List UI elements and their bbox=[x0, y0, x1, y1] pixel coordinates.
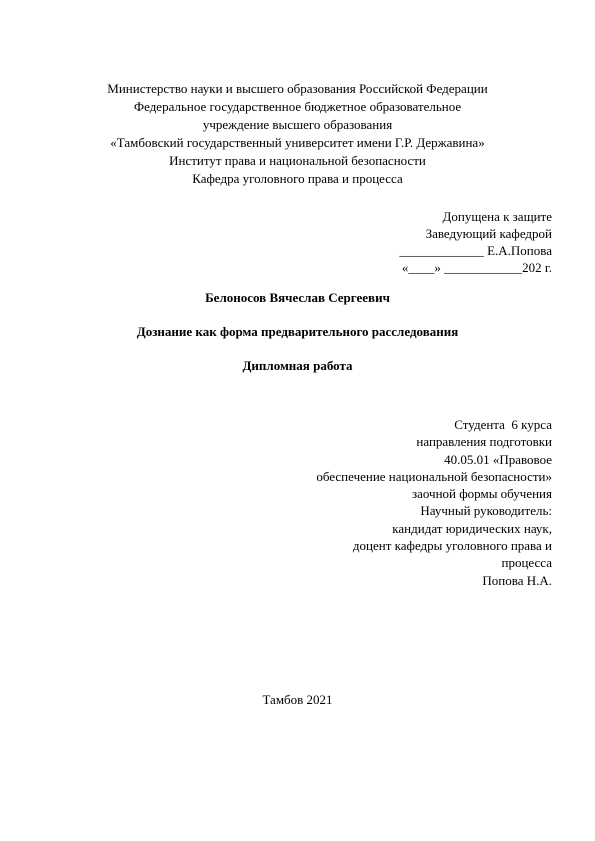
supervisor-degree: кандидат юридических наук, bbox=[392, 520, 552, 536]
approval-head-title: Заведующий кафедрой bbox=[425, 226, 552, 241]
student-info-block bbox=[232, 416, 552, 589]
institute-line: Институт права и национальной безопасности bbox=[169, 153, 426, 168]
study-direction-label: направления подготовки bbox=[416, 434, 552, 450]
institution-header bbox=[60, 80, 535, 188]
department-line: Кафедра уголовного права и процесса bbox=[192, 171, 403, 186]
institution-level-line: учреждение высшего образования bbox=[202, 117, 393, 132]
supervisor-name: Попова Н.А. bbox=[482, 572, 552, 588]
supervisor-position: доцент кафедры уголовного права и bbox=[352, 538, 552, 554]
student-course: Студента 6 курса bbox=[454, 417, 552, 432]
author-name: Белоносов Вячеслав Сергеевич bbox=[205, 290, 390, 305]
supervisor-position-cont: процесса bbox=[501, 555, 552, 571]
approval-date-line: «____» ____________202 г. bbox=[401, 260, 552, 275]
study-form: заочной формы обучения bbox=[411, 486, 552, 502]
thesis-title: Дознание как форма предварительного расследования bbox=[136, 324, 459, 339]
institution-type-line: Федеральное государственное бюджетное образовательное bbox=[133, 99, 462, 114]
university-name-line: «Тамбовский государственный университет имени Г.Р. Державина» bbox=[110, 135, 485, 150]
study-direction-name: обеспечение национальной безопасности» bbox=[316, 468, 552, 484]
city-year: Тамбов 2021 bbox=[262, 692, 333, 707]
approval-block bbox=[292, 208, 552, 276]
document-type: Дипломная работа bbox=[242, 358, 353, 373]
ministry-line: Министерство науки и высшего образования Российской Федерации bbox=[107, 81, 488, 96]
supervisor-label: Научный руководитель: bbox=[420, 503, 552, 519]
approval-signature-line: _____________ Е.А.Попова bbox=[399, 243, 552, 258]
study-direction-code: 40.05.01 «Правовое bbox=[444, 451, 552, 467]
approval-status: Допущена к защите bbox=[442, 209, 552, 224]
